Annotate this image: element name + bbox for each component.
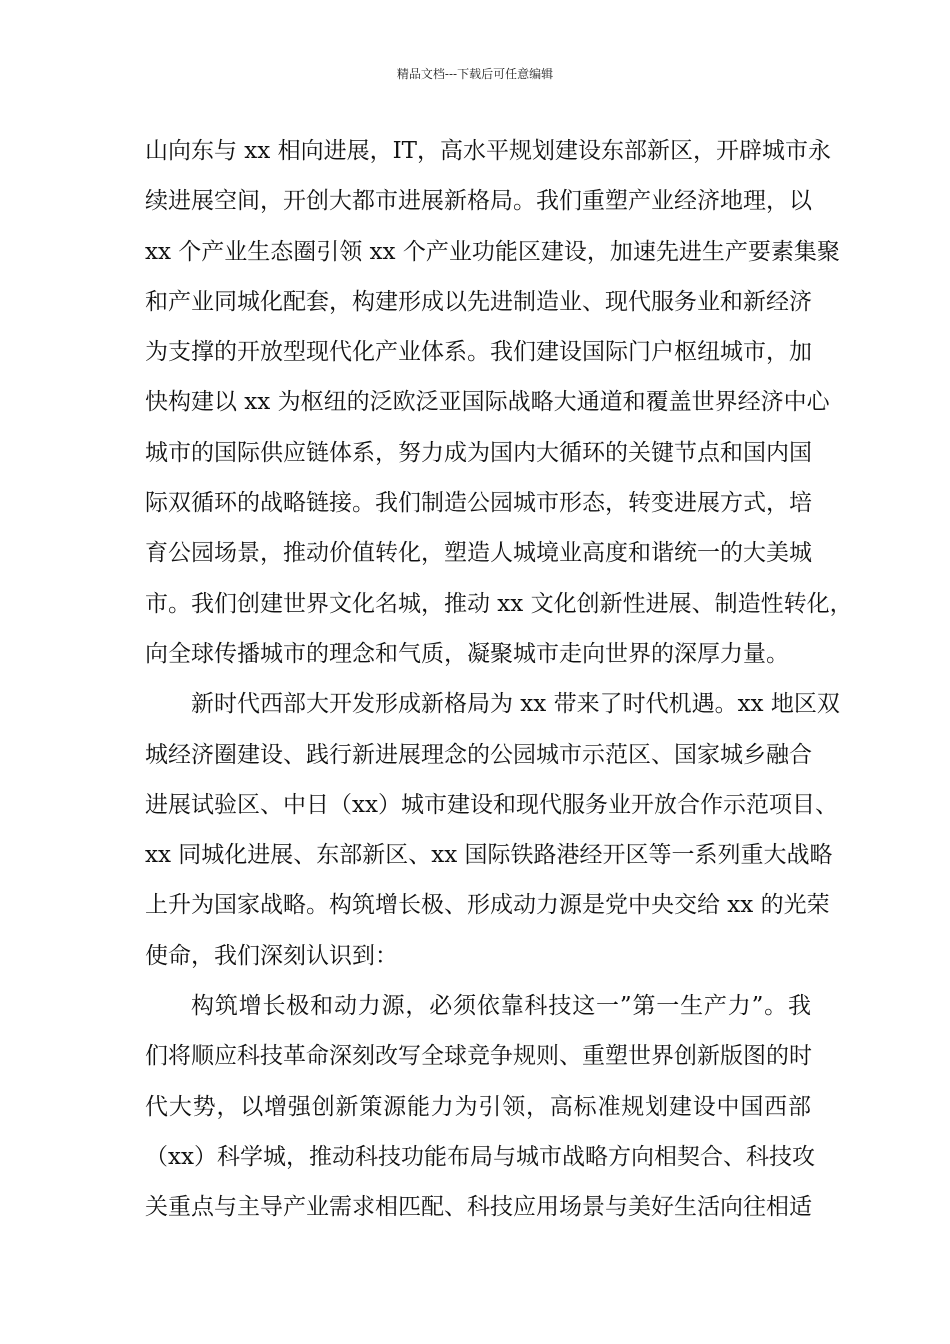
text-line: 为支撑的开放型现代化产业体系。我们建设国际门户枢纽城市，加 (145, 339, 812, 366)
text-line: 快构建以 xx 为枢纽的泛欧泛亚国际战略大通道和覆盖世界经济中心 (145, 389, 830, 416)
paragraph-1 (145, 126, 853, 679)
text-line: xx 个产业生态圈引领 xx 个产业功能区建设，加速先进生产要素集聚 (145, 238, 840, 265)
page-header: 精品文档---下载后可任意编辑 (396, 67, 554, 81)
text-line: 续进展空间，开创大都市进展新格局。我们重塑产业经济地理，以 (145, 188, 812, 215)
text-line: 际双循环的战略链接。我们制造公园城市形态，转变进展方式，培 (145, 490, 812, 517)
document-body (145, 126, 853, 1233)
paragraph-3 (145, 981, 815, 1232)
text-line: 进展试验区、中日（xx）城市建设和现代服务业开放合作示范项目、 (145, 791, 838, 818)
text-line: 关重点与主导产业需求相匹配、科技应用场景与美好生活向往相适 (145, 1194, 812, 1221)
text-line: 市。我们创建世界文化名城，推动 xx 文化创新性进展、制造性转化， (145, 590, 853, 617)
text-line: 城经济圈建设、践行新进展理念的公园城市示范区、国家城乡融合 (145, 741, 812, 768)
text-line: 山向东与 xx 相向进展，IT，高水平规划建设东部新区，开辟城市永 (145, 138, 831, 164)
text-line: （xx）科学城，推动科技功能布局与城市战略方向相契合、科技攻 (145, 1143, 815, 1170)
text-line: 代大势，以增强创新策源能力为引领，高标准规划建设中国西部 (145, 1093, 811, 1120)
text-line: 和产业同城化配套，构建形成以先进制造业、现代服务业和新经济 (145, 288, 812, 315)
text-line: 新时代西部大开发形成新格局为 xx 带来了时代机遇。xx 地区双 (191, 691, 840, 718)
text-line: 使命，我们深刻认识到： (145, 942, 398, 969)
text-line: 们将顺应科技革命深刻改写全球竞争规则、重塑世界创新版图的时 (145, 1043, 812, 1070)
text-line: 上升为国家战略。构筑增长极、形成动力源是党中央交给 xx 的光荣 (145, 892, 830, 919)
text-line: 向全球传播城市的理念和气质，凝聚城市走向世界的深厚力量。 (145, 640, 789, 667)
text-line: xx 同城化进展、东部新区、xx 国际铁路港经开区等一系列重大战略 (145, 842, 833, 869)
text-line: 构筑增长极和动力源，必须依靠科技这一”第一生产力”。我 (191, 993, 811, 1020)
paragraph-2 (145, 679, 840, 981)
text-line: 育公园场景，推动价值转化，塑造人城境业高度和谐统一的大美城 (145, 540, 812, 567)
text-line: 城市的国际供应链体系，努力成为国内大循环的关键节点和国内国 (145, 439, 812, 466)
